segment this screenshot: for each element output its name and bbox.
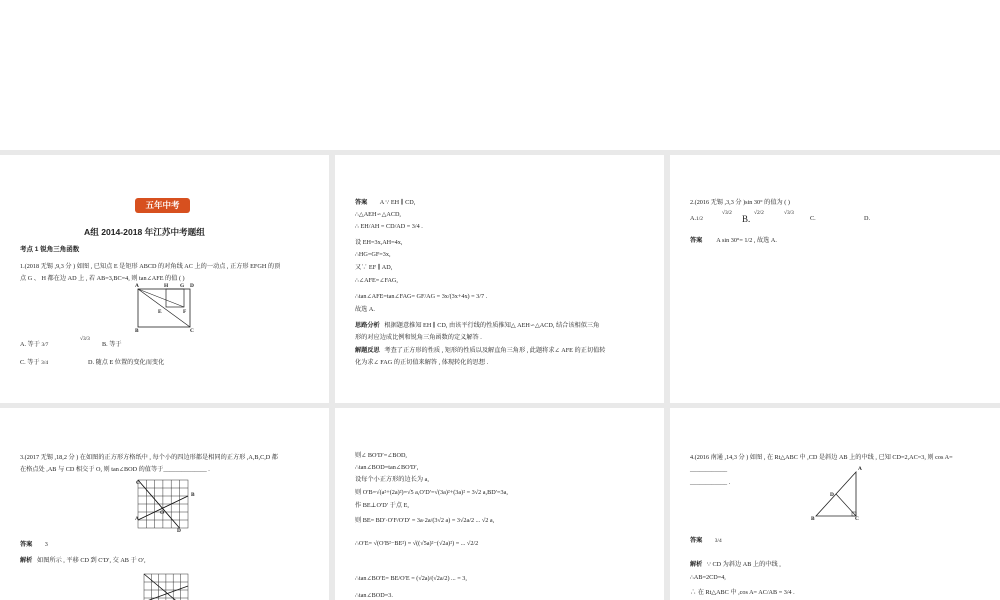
label-E: E (158, 309, 162, 315)
q3-solution-line-6: 则 BE= BD′·O′F/O′D′ = 3a·2a/(3√2 a) = 3√2a/2 ... √2 a, (355, 517, 495, 524)
q2-option-B-fraction: √2/2 (754, 210, 764, 216)
solution-line-8: 故选 A. (355, 306, 375, 313)
q2-option-D: D. (864, 215, 871, 222)
q2-option-B: B. (742, 214, 751, 224)
q4-answer: 答案 3/4 (690, 537, 722, 544)
slide-page-1[interactable] (0, 155, 329, 403)
solution-line-4: ∴HG=GF=3x, (355, 251, 391, 258)
blank-header-area (0, 0, 1000, 150)
solution-line-7: ∴tan∠AFE=tan∠FAG= GF/AG = 3x/(3x+4x) = 3/7 . (355, 293, 488, 300)
analysis-line-2: 形的对应边成比例和锐角三角函数的定义解答 . (355, 334, 482, 341)
q3-solution-line-2: ∴tan∠BOD=tan∠BO′D′, (355, 464, 419, 471)
tri-label-D: D (830, 492, 834, 498)
q3-solution-line-3: 设每个小正方形的边长为 a, (355, 476, 429, 483)
question-1-line-1: 1.(2018 无锡 ,9,3 分 ) 如图 , 已知点 E 是矩形 ABCD 的对角线 AC 上的一动点 , 正方形 EFGH 的顶 (20, 263, 281, 270)
q3-solution-line-4: 则 O′B=√(a²+(2a)²)=√5 a,O′D′=√(3a)²+(3a)² = 3√2 a,BD′=3a, (355, 489, 508, 496)
solution-line-3: 设 EH=3x,AH=4x, (355, 239, 403, 246)
group-title: A组 2014-2018 年江苏中考题组 (84, 227, 205, 237)
answer-blank-2: ____________ . (690, 479, 731, 486)
q2-option-C: C. (810, 215, 816, 222)
label-D: D (190, 283, 194, 289)
q4-analysis-3: ∴ 在 Rt△ABC 中 ,cos A= AC/AB = 3/4 . (690, 589, 795, 596)
question-2: 2.(2016 无锡 ,3,3 分 )sin 30° 的值为 ( ) (690, 199, 790, 206)
q2-fraction-root3-over-2: √3/2 (722, 210, 732, 216)
q4-analysis-2: ∴AB=2CD=4, (690, 574, 726, 581)
grid-label-C: C (136, 480, 140, 486)
grid-label-D: D (177, 528, 181, 534)
label-A: A (135, 283, 139, 289)
q3-solution-line-8: ∴tan∠BO′E= BE/O′E = (√2a)/(√2a/2) ... = 3, (355, 575, 467, 582)
q3-solution-line-5: 作 BE⊥O′D′ 于点 E, (355, 502, 409, 509)
option-A: A. 等于 3/7 (20, 341, 49, 348)
slide-page-4[interactable] (0, 408, 329, 600)
q3-answer: 答案 3 (20, 541, 48, 548)
solution-line-2: ∴ EH/AH = CD/AD = 3/4 . (355, 223, 423, 230)
label-B: B (135, 328, 139, 334)
grid-figure (134, 478, 192, 530)
answer-blank-1: ____________ (690, 466, 728, 473)
slide-page-6[interactable] (670, 408, 1000, 600)
label-F: F (183, 309, 187, 315)
question-3-line-2: 在格点处 ,AB 与 CD 相交于 O, 则 tan∠BOD 的值等于______________ . (20, 466, 210, 473)
grid-label-O: O (160, 510, 165, 516)
q4-analysis-1: 解析 ∵ CD 为斜边 AB 上的中线 , (690, 561, 781, 568)
slide-page-2[interactable] (335, 155, 664, 403)
label-C: C (190, 328, 194, 334)
solution-line-6: ∴∠AFE=∠FAG, (355, 277, 398, 284)
slide-page-3[interactable] (670, 155, 1000, 403)
label-H: H (164, 283, 169, 289)
q2-fraction-root3-over-3: √3/3 (784, 210, 794, 216)
tri-label-B: B (811, 516, 815, 522)
option-C: C. 等于 3/4 (20, 359, 49, 366)
option-D: D. 随点 E 位置的变化而变化 (88, 359, 165, 366)
analysis-line-1: 思路分析 根据题意推知 EH ∥ CD, 由该平行线的性质推知△ AEH∽△ACD, 结合该相似三角 (355, 322, 600, 329)
tri-label-C: C (855, 516, 859, 522)
grid-label-A: A (135, 516, 139, 522)
q3-solution-line-9: ∴tan∠BOD=3. (355, 592, 393, 599)
question-4-line-1: 4.(2016 南通 ,14,3 分 ) 如图 , 在 Rt△ABC 中 ,CD 是斜边 AB 上的中线 , 已知 CD=2,AC=3, 则 cos A= (690, 454, 953, 461)
question-1-line-2: 点 G 、 H 都在边 AD 上 , 若 AB=3,BC=4, 则 tan∠AFE 的值 ( ) (20, 275, 185, 282)
solution-line-5: 又∵ EF ∥ AD, (355, 264, 393, 271)
badge-five-year-exam: 五年中考 (135, 198, 190, 213)
tri-label-A: A (858, 466, 862, 472)
option-B: B. 等于 (102, 341, 122, 348)
label-G: G (180, 283, 185, 289)
grid-figure-2 (140, 572, 190, 600)
question-3-line-1: 3.(2017 无锡 ,18,2 分 ) 在如图的正方形方格纸中 , 每个小的四边形都是相同的正方形 ,A,B,C,D 都 (20, 454, 278, 461)
answer-line: 答案 A ∵ EH ∥ CD, (355, 199, 416, 206)
q2-answer: 答案 A sin 30°= 1/2 , 故选 A. (690, 237, 777, 244)
slide-page-5[interactable] (335, 408, 664, 600)
solution-line-1: ∴△AEH∽△ACD, (355, 211, 401, 218)
reflection-line-2: 化为求∠ FAG 的正切值来解答 , 体现转化的思想 . (355, 359, 489, 366)
section-heading: 考点 1 锐角三角函数 (20, 246, 80, 253)
option-B-fraction: √3/3 (80, 336, 90, 342)
q3-solution-line-1: 则∠ BO′D′=∠BOD, (355, 452, 407, 459)
right-triangle-figure (812, 468, 866, 522)
reflection-line-1: 解题反思 考查了正方形的性质 , 矩形的性质以及解直角三角形 , 此题将求∠ AFE 的正切值转 (355, 347, 606, 354)
q3-solution-line-7: ∴O′E= √(O′B²−BE²) = √((√5a)²−(√2a)²) = ... √2/2 (355, 540, 479, 547)
q3-analysis: 解析 如图所示 , 平移 CD 到 C′D′, 交 AB 于 O′, (20, 557, 146, 564)
q2-option-A: A.1/2 (690, 215, 703, 222)
grid-label-B: B (191, 492, 195, 498)
